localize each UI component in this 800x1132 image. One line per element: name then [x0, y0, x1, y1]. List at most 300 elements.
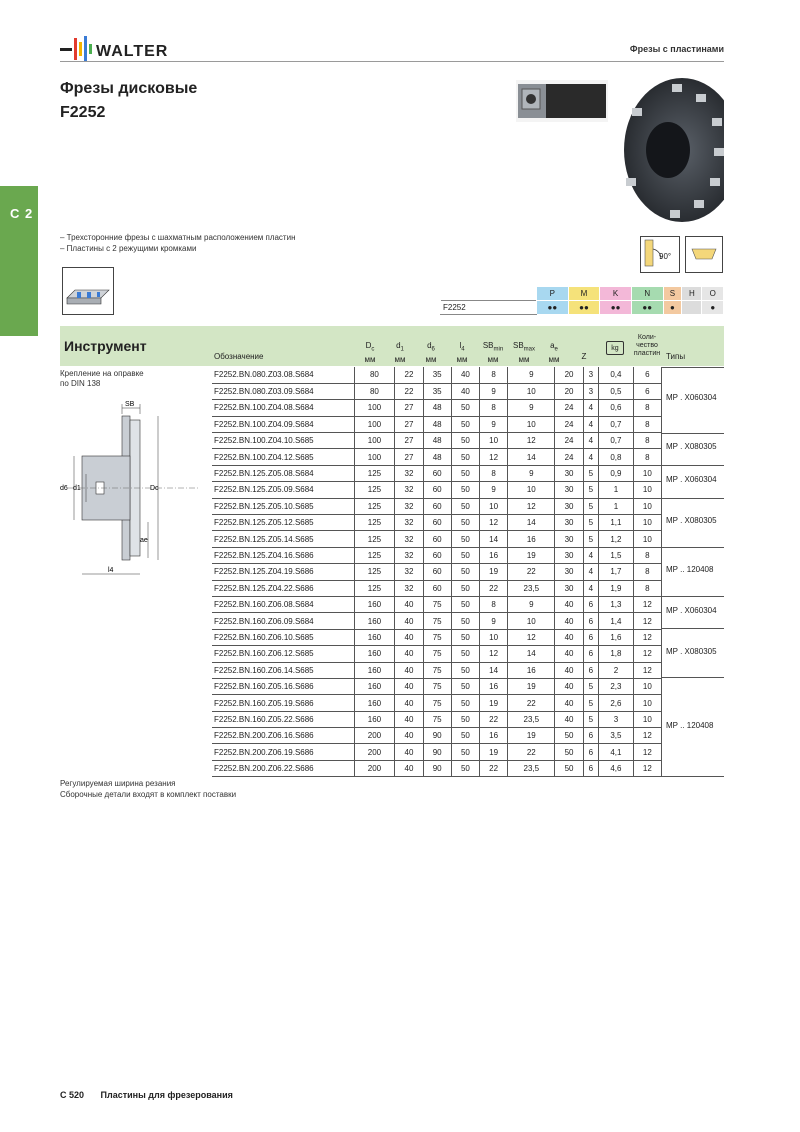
- designation-cell: F2252.BN.100.Z04.09.S684: [212, 416, 354, 432]
- value-cell: 50: [451, 416, 479, 432]
- value-cell: 4,1: [599, 744, 634, 760]
- value-cell: 12: [633, 728, 661, 744]
- value-cell: 12: [480, 515, 508, 531]
- material-grid: [440, 286, 724, 315]
- designation-cell: F2252.BN.160.Z06.14.S685: [212, 662, 354, 678]
- value-cell: 14: [508, 515, 555, 531]
- value-cell: 12: [508, 629, 555, 645]
- value-cell: 40: [451, 383, 479, 399]
- value-cell: 60: [423, 482, 451, 498]
- value-cell: 23,5: [508, 580, 555, 596]
- material-suitability: ●●: [600, 301, 632, 315]
- value-cell: 10: [633, 711, 661, 727]
- table-row: [212, 531, 662, 547]
- value-cell: 27: [395, 400, 423, 416]
- value-cell: 30: [555, 482, 583, 498]
- value-cell: 75: [423, 629, 451, 645]
- material-suitability: ●: [663, 301, 682, 315]
- value-cell: 35: [423, 367, 451, 383]
- value-cell: 22: [508, 564, 555, 580]
- value-cell: 32: [395, 515, 423, 531]
- table-row: [212, 383, 662, 399]
- value-cell: 30: [555, 580, 583, 596]
- value-cell: 40: [395, 695, 423, 711]
- value-cell: 12: [633, 662, 661, 678]
- value-cell: 32: [395, 564, 423, 580]
- designation-cell: F2252.BN.100.Z04.12.S685: [212, 449, 354, 465]
- value-cell: 32: [395, 547, 423, 563]
- value-cell: 12: [480, 646, 508, 662]
- designation-cell: F2252.BN.080.Z03.09.S684: [212, 383, 354, 399]
- designation-cell: F2252.BN.100.Z04.10.S685: [212, 433, 354, 449]
- value-cell: 19: [508, 678, 555, 694]
- type-group: MP . X060304: [666, 393, 717, 402]
- insert-shape-icon: [685, 236, 723, 273]
- value-cell: 3: [599, 711, 634, 727]
- feature-item: – Пластины с 2 режущими кромками: [60, 244, 197, 253]
- value-cell: 48: [423, 433, 451, 449]
- col-dc: $D_c$ мм: [364, 341, 376, 364]
- page-footer: [60, 1090, 247, 1100]
- value-cell: 1,5: [599, 547, 634, 563]
- value-cell: 12: [633, 760, 661, 776]
- value-cell: 90: [423, 760, 451, 776]
- value-cell: 40: [555, 629, 583, 645]
- walter-logo: [60, 34, 200, 64]
- value-cell: 50: [451, 465, 479, 481]
- material-suitability: ●: [702, 301, 724, 315]
- value-cell: 40: [395, 596, 423, 612]
- types-divider: [662, 596, 724, 597]
- angle-label: 90°: [659, 252, 672, 261]
- footnote: Сборочные детали входят в комплект поставки: [60, 790, 237, 799]
- value-cell: 0,7: [599, 416, 634, 432]
- material-suitability: ●●: [568, 301, 600, 315]
- value-cell: 40: [395, 629, 423, 645]
- value-cell: 40: [395, 760, 423, 776]
- page-subtitle: F2252: [60, 104, 106, 121]
- tool-table: [212, 367, 662, 777]
- value-cell: 19: [508, 728, 555, 744]
- value-cell: 10: [633, 498, 661, 514]
- value-cell: 12: [508, 433, 555, 449]
- value-cell: 9: [508, 400, 555, 416]
- material-suitability: [682, 301, 702, 315]
- table-row: [212, 596, 662, 612]
- value-cell: 0,7: [599, 433, 634, 449]
- mount-description: [60, 369, 144, 389]
- value-cell: 1,1: [599, 515, 634, 531]
- type-group: MP . X060304: [666, 475, 717, 484]
- designation-cell: F2252.BN.160.Z05.19.S686: [212, 695, 354, 711]
- material-K: K: [600, 287, 632, 301]
- value-cell: 80: [354, 383, 395, 399]
- value-cell: 50: [555, 760, 583, 776]
- value-cell: 48: [423, 416, 451, 432]
- value-cell: 3,5: [599, 728, 634, 744]
- designation-cell: F2252.BN.160.Z05.16.S686: [212, 678, 354, 694]
- value-cell: 40: [555, 613, 583, 629]
- designation-cell: F2252.BN.080.Z03.08.S684: [212, 367, 354, 383]
- label-sb: SB: [125, 401, 135, 408]
- value-cell: 5: [583, 531, 599, 547]
- table-row: [212, 711, 662, 727]
- value-cell: 160: [354, 613, 395, 629]
- brand-text: WALTER: [96, 43, 169, 60]
- value-cell: 9: [480, 383, 508, 399]
- table-row: [212, 449, 662, 465]
- table-section-title: Инструмент: [64, 338, 147, 354]
- types-divider: [662, 465, 724, 466]
- material-N: N: [631, 287, 663, 301]
- value-cell: 10: [480, 629, 508, 645]
- value-cell: 50: [451, 678, 479, 694]
- designation-cell: F2252.BN.200.Z06.19.S686: [212, 744, 354, 760]
- value-cell: 40: [395, 662, 423, 678]
- value-cell: 50: [451, 400, 479, 416]
- value-cell: 19: [480, 695, 508, 711]
- value-cell: 40: [555, 646, 583, 662]
- label-l4: l4: [108, 567, 114, 574]
- table-row: [212, 613, 662, 629]
- value-cell: 27: [395, 433, 423, 449]
- value-cell: 5: [583, 465, 599, 481]
- value-cell: 50: [451, 629, 479, 645]
- designation-cell: F2252.BN.160.Z05.22.S686: [212, 711, 354, 727]
- value-cell: 8: [633, 400, 661, 416]
- value-cell: 4: [583, 547, 599, 563]
- value-cell: 200: [354, 744, 395, 760]
- value-cell: 20: [555, 383, 583, 399]
- value-cell: 4: [583, 564, 599, 580]
- value-cell: 50: [451, 547, 479, 563]
- value-cell: 10: [633, 695, 661, 711]
- value-cell: 80: [354, 367, 395, 383]
- value-cell: 125: [354, 482, 395, 498]
- value-cell: 6: [583, 629, 599, 645]
- value-cell: 14: [480, 531, 508, 547]
- value-cell: 12: [633, 596, 661, 612]
- types-divider: [662, 547, 724, 548]
- value-cell: 125: [354, 498, 395, 514]
- value-cell: 40: [395, 711, 423, 727]
- types-divider: [662, 367, 724, 368]
- value-cell: 160: [354, 596, 395, 612]
- table-row: [212, 433, 662, 449]
- value-cell: 9: [480, 416, 508, 432]
- value-cell: 4: [583, 416, 599, 432]
- value-cell: 3: [583, 383, 599, 399]
- value-cell: 160: [354, 662, 395, 678]
- designation-cell: F2252.BN.160.Z06.10.S685: [212, 629, 354, 645]
- value-cell: 1,8: [599, 646, 634, 662]
- table-row: [212, 498, 662, 514]
- designation-cell: F2252.BN.125.Z05.14.S685: [212, 531, 354, 547]
- table-row: [212, 367, 662, 383]
- value-cell: 50: [451, 564, 479, 580]
- designation-cell: F2252.BN.125.Z04.19.S686: [212, 564, 354, 580]
- designation-cell: F2252.BN.125.Z05.12.S685: [212, 515, 354, 531]
- value-cell: 48: [423, 400, 451, 416]
- page-number: C 520: [60, 1090, 85, 1100]
- material-H: H: [682, 287, 702, 301]
- col-insert-count: Коли- чество пластин: [633, 334, 661, 357]
- value-cell: 5: [583, 498, 599, 514]
- value-cell: 30: [555, 465, 583, 481]
- types-divider: [662, 677, 724, 678]
- value-cell: 32: [395, 482, 423, 498]
- value-cell: 60: [423, 531, 451, 547]
- designation-cell: F2252.BN.160.Z06.09.S684: [212, 613, 354, 629]
- type-group: MP . X080305: [666, 647, 717, 656]
- value-cell: 16: [480, 678, 508, 694]
- value-cell: 60: [423, 465, 451, 481]
- material-suitability: ●●: [537, 301, 569, 315]
- value-cell: 75: [423, 613, 451, 629]
- value-cell: 6: [583, 744, 599, 760]
- designation-cell: F2252.BN.125.Z04.16.S686: [212, 547, 354, 563]
- table-row: [212, 580, 662, 596]
- value-cell: 60: [423, 564, 451, 580]
- value-cell: 19: [508, 547, 555, 563]
- footnote: Регулируемая ширина резания: [60, 779, 176, 788]
- value-cell: 10: [508, 482, 555, 498]
- value-cell: 4: [583, 580, 599, 596]
- value-cell: 160: [354, 695, 395, 711]
- value-cell: 1,2: [599, 531, 634, 547]
- value-cell: 200: [354, 728, 395, 744]
- types-divider: [662, 628, 724, 629]
- table-row: [212, 678, 662, 694]
- value-cell: 8: [633, 449, 661, 465]
- value-cell: 4: [583, 433, 599, 449]
- value-cell: 6: [583, 760, 599, 776]
- value-cell: 160: [354, 629, 395, 645]
- designation-cell: F2252.BN.160.Z06.12.S685: [212, 646, 354, 662]
- label-ae: ae: [140, 537, 148, 544]
- value-cell: 19: [480, 564, 508, 580]
- value-cell: 100: [354, 416, 395, 432]
- type-group: MP .. 120408: [666, 565, 714, 574]
- col-d6: $d_6$ мм: [425, 341, 437, 364]
- value-cell: 14: [480, 662, 508, 678]
- value-cell: 22: [480, 760, 508, 776]
- type-group: MP . X060304: [666, 606, 717, 615]
- value-cell: 32: [395, 580, 423, 596]
- value-cell: 100: [354, 433, 395, 449]
- mount-line: Крепление на оправке: [60, 369, 144, 378]
- value-cell: 10: [508, 416, 555, 432]
- value-cell: 125: [354, 547, 395, 563]
- table-row: [212, 547, 662, 563]
- value-cell: 8: [633, 580, 661, 596]
- value-cell: 125: [354, 531, 395, 547]
- feature-list: [60, 232, 295, 254]
- col-z: Z: [581, 352, 587, 361]
- value-cell: 40: [555, 695, 583, 711]
- value-cell: 8: [633, 547, 661, 563]
- value-cell: 8: [633, 416, 661, 432]
- value-cell: 24: [555, 400, 583, 416]
- value-cell: 27: [395, 449, 423, 465]
- value-cell: 27: [395, 416, 423, 432]
- value-cell: 22: [508, 744, 555, 760]
- material-S: S: [663, 287, 682, 301]
- value-cell: 100: [354, 449, 395, 465]
- table-row: [212, 744, 662, 760]
- value-cell: 40: [395, 744, 423, 760]
- value-cell: 60: [423, 498, 451, 514]
- table-row: [212, 400, 662, 416]
- value-cell: 75: [423, 711, 451, 727]
- value-cell: 60: [423, 547, 451, 563]
- value-cell: 6: [583, 596, 599, 612]
- value-cell: 40: [555, 596, 583, 612]
- value-cell: 23,5: [508, 760, 555, 776]
- type-group: MP . X080305: [666, 516, 717, 525]
- value-cell: 6: [633, 367, 661, 383]
- designation-cell: F2252.BN.200.Z06.22.S686: [212, 760, 354, 776]
- value-cell: 125: [354, 465, 395, 481]
- value-cell: 2,6: [599, 695, 634, 711]
- value-cell: 9: [480, 613, 508, 629]
- value-cell: 60: [423, 515, 451, 531]
- value-cell: 40: [395, 646, 423, 662]
- value-cell: 50: [451, 728, 479, 744]
- value-cell: 22: [395, 383, 423, 399]
- value-cell: 48: [423, 449, 451, 465]
- value-cell: 50: [451, 744, 479, 760]
- value-cell: 24: [555, 433, 583, 449]
- value-cell: 125: [354, 580, 395, 596]
- header-divider: [60, 61, 724, 62]
- section-title: Фрезы с пластинами: [629, 44, 724, 54]
- type-group: MP . X080305: [666, 442, 717, 451]
- value-cell: 6: [583, 646, 599, 662]
- label-d1: d1: [73, 485, 81, 492]
- value-cell: 12: [633, 613, 661, 629]
- value-cell: 4: [583, 400, 599, 416]
- value-cell: 60: [423, 580, 451, 596]
- value-cell: 30: [555, 515, 583, 531]
- value-cell: 1,6: [599, 629, 634, 645]
- value-cell: 1,3: [599, 596, 634, 612]
- value-cell: 22: [395, 367, 423, 383]
- value-cell: 0,6: [599, 400, 634, 416]
- value-cell: 30: [555, 531, 583, 547]
- value-cell: 50: [451, 515, 479, 531]
- table-row: [212, 695, 662, 711]
- value-cell: 50: [451, 449, 479, 465]
- value-cell: 50: [451, 498, 479, 514]
- footer-title: Пластины для фрезерования: [100, 1090, 233, 1100]
- value-cell: 125: [354, 515, 395, 531]
- value-cell: 32: [395, 531, 423, 547]
- value-cell: 10: [633, 515, 661, 531]
- value-cell: 22: [480, 580, 508, 596]
- value-cell: 50: [451, 662, 479, 678]
- value-cell: 0,5: [599, 383, 634, 399]
- value-cell: 1: [599, 498, 634, 514]
- value-cell: 6: [583, 662, 599, 678]
- value-cell: 22: [508, 695, 555, 711]
- value-cell: 23,5: [508, 711, 555, 727]
- designation-cell: F2252.BN.160.Z06.08.S684: [212, 596, 354, 612]
- value-cell: 19: [480, 744, 508, 760]
- col-sbmax: $SB_{max}$ мм: [512, 341, 535, 364]
- value-cell: 24: [555, 416, 583, 432]
- value-cell: 16: [508, 662, 555, 678]
- tool-drawing: [58, 398, 208, 583]
- label-d6: d6: [60, 485, 68, 492]
- value-cell: 9: [508, 596, 555, 612]
- value-cell: 5: [583, 482, 599, 498]
- value-cell: 4: [583, 449, 599, 465]
- col-ae: $a_e$ мм: [548, 341, 560, 364]
- table-row: [212, 629, 662, 645]
- material-O: O: [702, 287, 724, 301]
- value-cell: 30: [555, 564, 583, 580]
- value-cell: 90: [423, 744, 451, 760]
- value-cell: 125: [354, 564, 395, 580]
- designation-cell: F2252.BN.100.Z04.08.S684: [212, 400, 354, 416]
- value-cell: 1,7: [599, 564, 634, 580]
- value-cell: 12: [633, 646, 661, 662]
- designation-cell: F2252.BN.200.Z06.16.S686: [212, 728, 354, 744]
- value-cell: 12: [633, 744, 661, 760]
- mount-line: по DIN 138: [60, 379, 101, 388]
- value-cell: 9: [480, 482, 508, 498]
- footnotes: [60, 778, 236, 800]
- value-cell: 12: [480, 449, 508, 465]
- value-cell: 75: [423, 678, 451, 694]
- value-cell: 50: [555, 744, 583, 760]
- value-cell: 40: [395, 613, 423, 629]
- value-cell: 0,9: [599, 465, 634, 481]
- value-cell: 9: [508, 465, 555, 481]
- angle-90-icon: [640, 236, 680, 273]
- value-cell: 10: [480, 498, 508, 514]
- value-cell: 50: [451, 596, 479, 612]
- value-cell: 6: [583, 613, 599, 629]
- value-cell: 50: [451, 711, 479, 727]
- tool-photo: [612, 78, 724, 223]
- value-cell: 2: [599, 662, 634, 678]
- value-cell: 10: [480, 433, 508, 449]
- value-cell: 1,9: [599, 580, 634, 596]
- value-cell: 160: [354, 646, 395, 662]
- value-cell: 75: [423, 695, 451, 711]
- value-cell: 10: [633, 482, 661, 498]
- table-row: [212, 662, 662, 678]
- designation-cell: F2252.BN.125.Z05.09.S684: [212, 482, 354, 498]
- material-suitability: ●●: [631, 301, 663, 315]
- value-cell: 0,8: [599, 449, 634, 465]
- material-row-label: F2252: [441, 301, 537, 315]
- designation-cell: F2252.BN.125.Z04.22.S686: [212, 580, 354, 596]
- value-cell: 22: [480, 711, 508, 727]
- value-cell: 14: [508, 646, 555, 662]
- label-dc: Dc: [150, 485, 159, 492]
- value-cell: 5: [583, 515, 599, 531]
- value-cell: 40: [555, 662, 583, 678]
- types-divider: [662, 433, 724, 434]
- value-cell: 75: [423, 596, 451, 612]
- value-cell: 32: [395, 465, 423, 481]
- value-cell: 2,3: [599, 678, 634, 694]
- value-cell: 40: [555, 711, 583, 727]
- value-cell: 50: [555, 728, 583, 744]
